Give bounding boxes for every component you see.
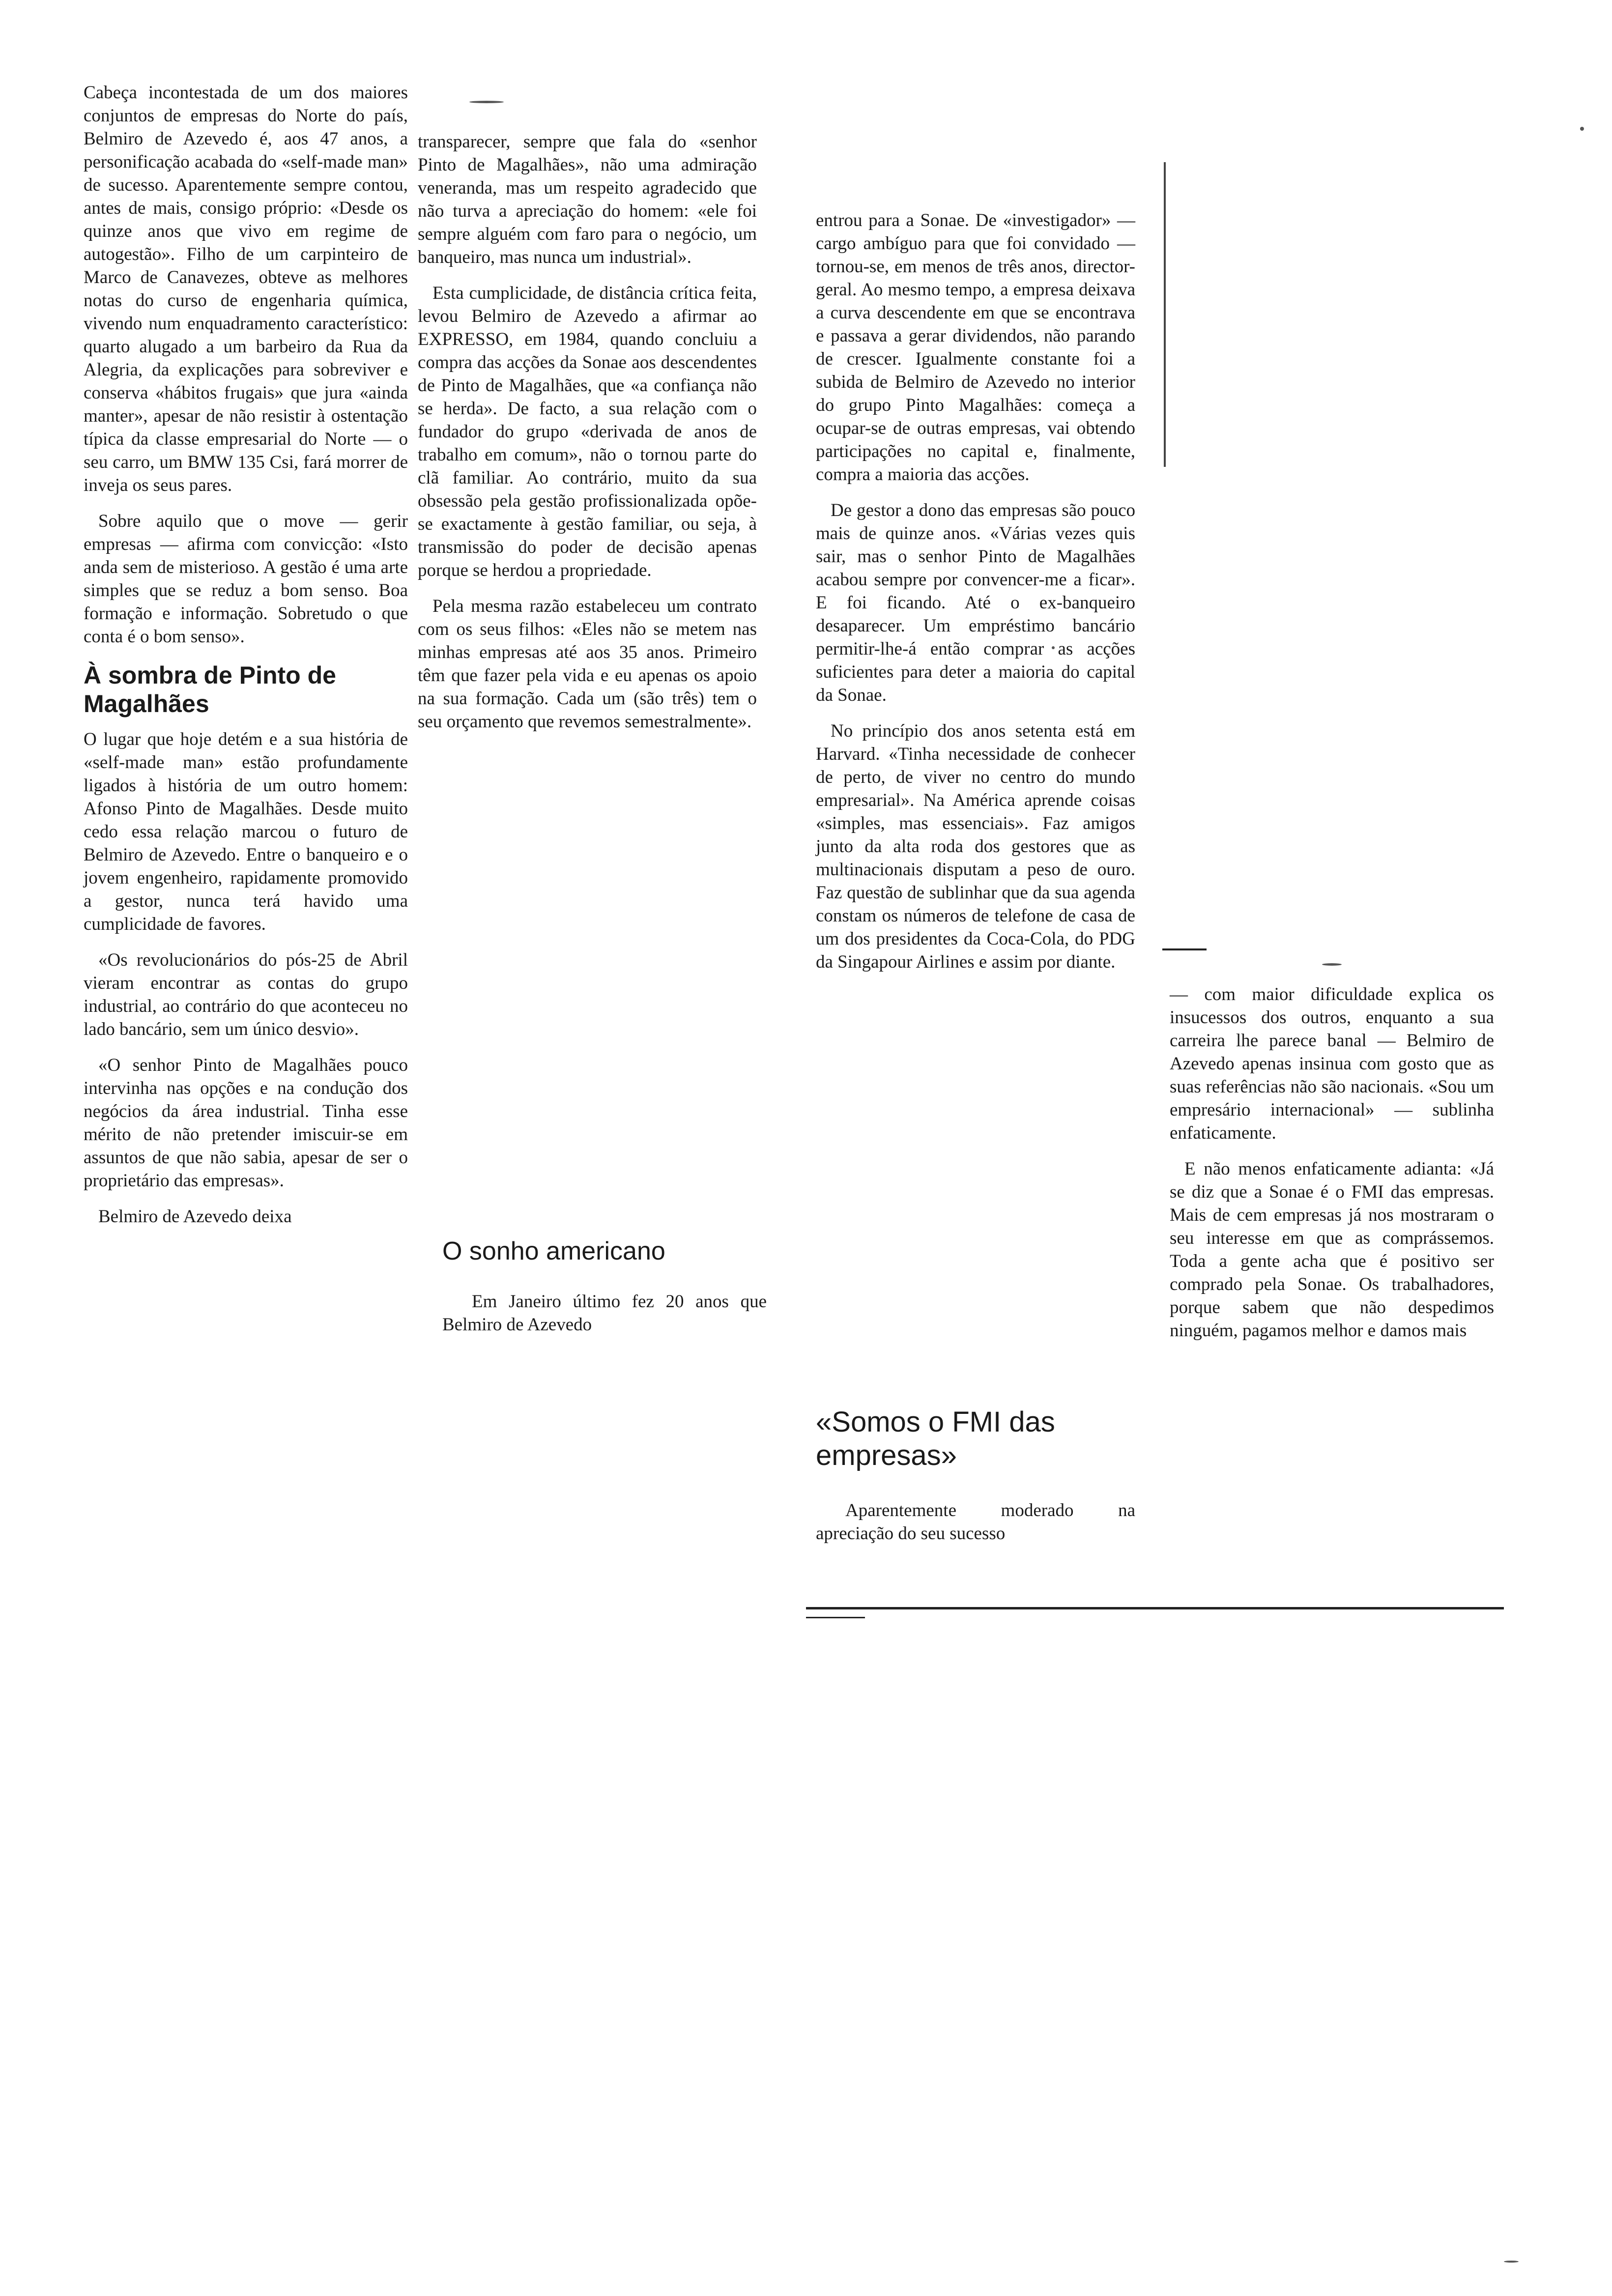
paragraph: No princípio dos anos setenta está em Harvard. «Tinha necessidade de conhecer de perto, de viver no centro do mundo empresarial». Na América aprende coisas «simples, mas essenciais». Faz amigos junto da alta roda dos gestores que as multinacionais disputam a peso de ouro. Faz questão de sublinhar que da sua agenda constam os números de telefone de casa de um dos presidentes da Coca-Cola, do PDG da Singapour Airlines e assim por diante.	[816, 721, 1135, 972]
paragraph: Pela mesma razão estabeleceu um contrato com os seus filhos: «Eles não se metem nas minhas empresas até aos 35 anos. Primeiro têm que fazer pela vida e eu apenas os apoio na sua formação. Cada um (são três) tem o seu orçamento que revemos semestralmente».	[418, 596, 757, 732]
subheading: «Somos o FMI das empresas»	[816, 1406, 1055, 1471]
article-column-2	[418, 130, 757, 746]
scan-speck	[1580, 127, 1584, 131]
column-mark	[1164, 162, 1166, 467]
article-column-1	[84, 81, 408, 1241]
article-column-4	[1170, 983, 1494, 1355]
paragraph: O lugar que hoje detém e a sua história de «self-made man» estão profundamente ligados à história de um outro homem: Afonso Pinto de Magalhães. Desde muito cedo essa relação marcou o futuro de Belmiro de Azevedo. Entre o banqueiro e o jovem engenheiro, rapidamente promovido a gestor, nunca terá havido uma cumplicidade de favores.	[84, 729, 408, 934]
scan-speck	[1322, 963, 1342, 966]
paragraph: Em Janeiro último fez 20 anos que Belmiro de Azevedo	[442, 1292, 767, 1335]
paragraph: Cabeça incontestada de um dos maiores conjuntos de empresas do Norte do país, Belmiro de Azevedo é, aos 47 anos, a personificação acabada do «self-made man» de sucesso. Aparentemente sempre contou, antes de mais, consigo próprio: «Desde os quinze anos que vivo em regime de autogestão». Filho de um carpinteiro de Marco de Canavezes, obteve as melhores notas do curso de engenharia química, vivendo num enquadramento característico: quarto alugado a um barbeiro da Rua da Alegria, da explicações para sobreviver e conserva «hábitos frugais» que jura «ainda manter», apesar de não resistir à ostentação típica da classe empresarial do Norte — o seu carro, um BMW 135 Csi, fará morrer de inveja os seus pares.	[84, 83, 408, 495]
scan-speck	[469, 101, 504, 103]
paragraph: «O senhor Pinto de Magalhães pouco intervinha nas opções e na condução dos negócios da área industrial. Tinha esse mérito de não pretender imiscuir-se em assuntos de que não sabia, apesar de ser o proprietário das empresas».	[84, 1055, 408, 1191]
bottom-rule	[806, 1607, 1504, 1609]
column-divider	[1162, 948, 1207, 950]
scan-speck	[1504, 2261, 1519, 2263]
subheading: À sombra de Pinto de Magalhães	[84, 661, 336, 718]
paragraph: Sobre aquilo que o move — gerir empresas — afirma com convicção: «Isto anda sem de misterioso. A gestão é uma arte simples que se reduz a bom senso. Boa formação e informação. Sobretudo o que conta é o bom senso».	[84, 511, 408, 647]
article-column-3	[816, 209, 1135, 986]
paragraph: E não menos enfaticamente adianta: «Já se diz que a Sonae é o FMI das empresas. Mais de cem empresas já nos mostraram o seu interesse em que as comprássemos. Toda a gente acha que é positivo ser comprado pela Sonae. Os trabalhadores, porque sabem que não despedimos ninguém, pagamos melhor e damos mais	[1170, 1159, 1494, 1341]
paragraph: «Os revolucionários do pós-25 de Abril vieram encontrar as contas do grupo industrial, ao contrário do que aconteceu no lado bancário, sem um único desvio».	[84, 950, 408, 1039]
paragraph: Esta cumplicidade, de distância crítica feita, levou Belmiro de Azevedo a afirmar ao EXPRESSO, em 1984, quando concluiu a compra das acções da Sonae aos descendentes de Pinto de Magalhães, que «a confiança não se herda». De facto, a sua relação com o fundador do grupo «derivada de anos de trabalho em comum», não o tornou parte do clã familiar. Ao contrário, muito da sua obsessão pela gestão profissionalizada opõe-se exactamente à gestão familiar, ou seja, à transmissão do poder de decisão apenas porque se herdou a propriedade.	[418, 283, 757, 580]
paragraph: Belmiro de Azevedo deixa	[98, 1206, 292, 1227]
paragraph: entrou para a Sonae. De «investigador» — cargo ambíguo para que foi convidado — tornou-se, em menos de três anos, director-geral. Ao mesmo tempo, a empresa deixava a curva descendente em que se encontrava e passava a gerar dividendos, não parando de crescer. Igualmente constante foi a subida de Belmiro de Azevedo no interior do grupo Pinto Magalhães: começa a ocupar-se de outras empresas, vai obtendo participações no capital e, finalmente, compra a maioria das acções.	[816, 210, 1135, 485]
paragraph: Aparentemente moderado na apreciação do seu sucesso	[816, 1500, 1135, 1544]
paragraph: transparecer, sempre que fala do «senhor Pinto de Magalhães», não uma admiração veneranda, mas um respeito agradecido que não turva a apreciação do homem: «ele foi sempre alguém com faro para o negócio, um banqueiro, mas nunca um industrial».	[418, 132, 757, 267]
paragraph: — com maior dificuldade explica os insucessos dos outros, enquanto a sua carreira lhe parece banal — Belmiro de Azevedo apenas insinua com gosto que as suas referências não são nacionais. «Sou um empresário internacional» — sublinha enfaticamente.	[1170, 984, 1494, 1143]
subheading: O sonho americano	[442, 1237, 665, 1265]
paragraph: De gestor a dono das empresas são pouco mais de quinze anos. «Várias vezes quis sair, mas o senhor Pinto de Magalhães acabou sempre por convencer-me a ficar». E foi ficando. Até o ex-banqueiro desaparecer. Um empréstimo bancário permitir-lhe-á então comprar as acções suficientes para deter a maioria do capital da Sonae.	[816, 500, 1135, 705]
bottom-rule-short	[806, 1617, 865, 1618]
